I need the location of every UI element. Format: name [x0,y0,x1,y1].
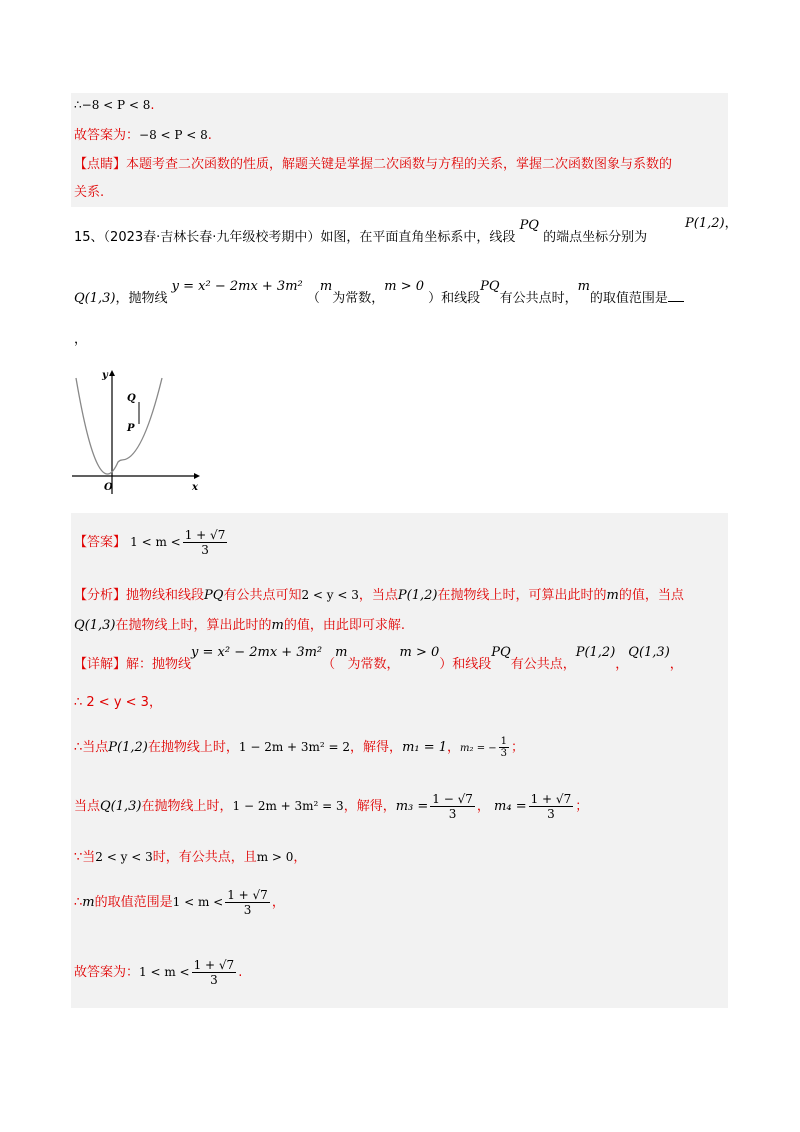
analysis-line2: Q(1,3)在抛物线上时，算出此时的m的值，由此即可求解. [74,618,405,633]
detail-line4: 当点Q(1,3)在抛物线上时，1 − 2m + 3m² = 3，解得，m₃ = $\frac{1 - √7}{3}$ ， m₄ = $\frac{1 + √7}{3}$ ； [74,792,589,821]
final-fraction: $\frac{1 + √7}{3}$ [193,958,235,987]
prev-comment-cont: 关系. [74,185,105,200]
m2-fraction: $\frac{1}{3}$ [500,736,508,759]
label-x: x [192,482,198,493]
question-15-line2: Q(1,3)，抛物线 y = x² − 2mx + 3m² （m为常数，m > 0 ）和线段PQ有公共点时，m的取值范围是 [74,289,684,308]
y-axis-arrow [109,370,115,376]
detail-line1: 【详解】解：抛物线y = x² − 2mx + 3m²（m为常数，m > 0）和线段PQ有公共点，P(1,2)，Q(1,3)， [74,645,683,672]
label-O: O [104,482,113,493]
detail-line6: ∴m的取值范围是1 < m < $\frac{1 + √7}{3}$ ， [74,888,285,917]
answer-line: 【答案】 1 < m < $\frac{1 + √7}{3}$ [74,528,226,557]
question-15-line1: 15、（2023春·吉林长春·九年级校考期中）如图，在平面直角坐标系中，线段 PQ 的端点坐标分别为 [74,218,648,245]
answer-blank [668,289,684,302]
prev-comment: 【点睛】本题考查二次函数的性质，解题关键是掌握二次函数与方程的关系，掌握二次函数图象与系数的 [74,157,673,172]
label-P: P [127,423,135,434]
m4-fraction: $\frac{1 + √7}{3}$ [530,792,572,821]
analysis-line1: 【分析】抛物线和线段PQ有公共点可知2 < y < 3，当点P(1,2)在抛物线上时，可算出此时的m的值，当点 [74,588,684,603]
detail-line5: ∵当2 < y < 3时，有公共点，且m > 0， [74,850,307,865]
detail-line2: ∴ 2 < y < 3， [74,695,162,710]
question-15-trailing-comma: ， [74,332,88,347]
detail-line7: 故答案为：1 < m < $\frac{1 + √7}{3}$ . [74,958,243,987]
prev-solution-band [71,93,728,207]
detail-line3: ∴当点P(1,2)在抛物线上时，1 − 2m + 3m² = 2，解得，m₁ = 1，m₂ = − $\frac{1}{3}$ ； [74,736,525,759]
answer-fraction: $\frac{1 + √7}{3}$ [184,528,226,557]
parabola-figure [68,368,208,498]
m3-fraction: $\frac{1 - √7}{3}$ [432,792,473,821]
prev-answer: 故答案为：−8 < P < 8. [74,128,212,143]
x-axis-arrow [194,473,200,479]
parabola-curve [76,378,162,474]
label-y: y [102,370,108,381]
range-fraction: $\frac{1 + √7}{3}$ [227,888,268,917]
prev-conclusion: ∴−8 < P < 8. [74,98,155,113]
label-Q: Q [127,393,136,404]
point-P-label: P(1,2)， [685,216,738,231]
